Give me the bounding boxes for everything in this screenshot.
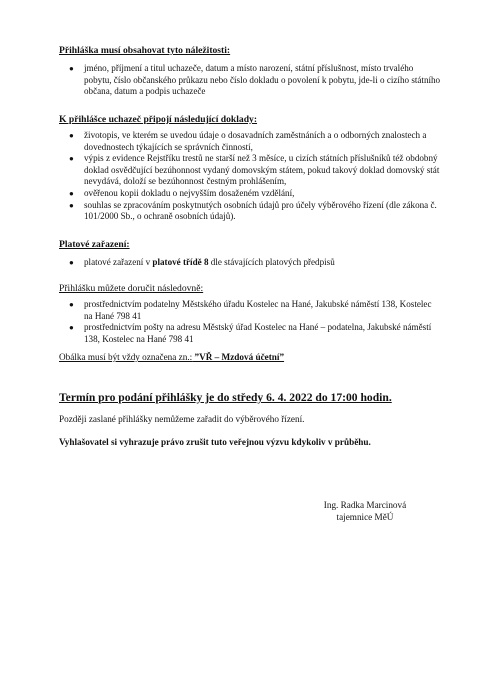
signature-title: tajemnice MěÚ [336,512,394,522]
envelope-note: Obálka musí být vždy označena zn.: ”VŘ – Mzdová účetní” [59,352,285,362]
bullet-icon: ● [69,188,74,198]
list-item: ● jméno, příjmení a titul uchazeče, datum a místo narození, státní příslušnost, místo trvalého pobytu, číslo občanského průkazu nebo číslo dokladu o povolení k pobytu, jde-li o cizího státního občana, datum a podpis uchazeče [69,63,441,97]
heading-delivery: Přihlášku můžete doručit následovně: [59,283,204,294]
list-item: ● prostřednictvím pošty na adresu Městský úřad Kostelec na Hané – podatelna, Jakubské náměstí 138, Kostelec na Hané 798 41 [69,322,432,344]
list-item: ● souhlas se zpracováním poskytnutých osobních údajů pro účely výběrového řízení (dle zákona č. 101/2000 Sb., o ochraně osobních údajů). [69,199,437,222]
list-item: ● životopis, ve kterém se uvedou údaje o dosavadních zaměstnáních a o odborných znalostech a dovednostech týkajících se správních činností, [69,130,427,152]
bullet-icon: ● [69,131,74,140]
list-item: ● ověřenou kopii dokladu o nejvyšším dosaženém vzdělání, [69,187,295,198]
bullet-icon: ● [69,300,74,309]
list-item: ● prostřednictvím podatelny Městského úřadu Kostelec na Hané, Jakubské náměstí 138, Kostelec na Hané 798 41 [69,299,432,321]
bullet-icon: ● [69,258,74,267]
salary-class: platové třídě 8 [152,257,209,267]
bullet-icon: ● [69,200,74,210]
heading-attachments: K přihlášce uchazeč připojí následující doklady: [59,114,258,125]
bullet-icon: ● [69,64,74,73]
deadline-notice: Termín pro podání přihlášky je do středy 6. 4. 2022 do 17:00 hodin. [59,391,392,404]
bullet-icon: ● [69,154,74,164]
late-submission-note: Později zaslané přihlášky nemůžeme zařadit do výběrového řízení. [59,414,305,424]
envelope-mark: ”VŘ – Mzdová účetní” [192,352,285,362]
list-item: ● platové zařazení v platové třídě 8 dle stávajících platových předpisů [69,257,335,267]
list-item: ● výpis z evidence Rejstříku trestů ne starší než 3 měsíce, u cizích státních příslušníků též obdobný doklad osvědčující bezúhonnost vydaný domovským státem, pokud takový doklad domovský stát nevydává, doloží se bezúhonnost čestným prohlášením, [69,153,440,187]
list-required-contents [59,63,441,98]
heading-salary: Platové zařazení: [59,239,130,250]
list-delivery [59,299,441,345]
bullet-icon: ● [69,323,74,333]
heading-required-contents: Přihláška musí obsahovat tyto náležitosti: [59,45,231,56]
list-salary [59,257,441,269]
list-attachments [59,130,441,223]
signature-name: Ing. Radka Marcinová [323,500,407,510]
reservation-note: Vyhlašovatel si vyhrazuje právo zrušit tuto veřejnou výzvu kdykoliv v průběhu. [59,437,371,447]
